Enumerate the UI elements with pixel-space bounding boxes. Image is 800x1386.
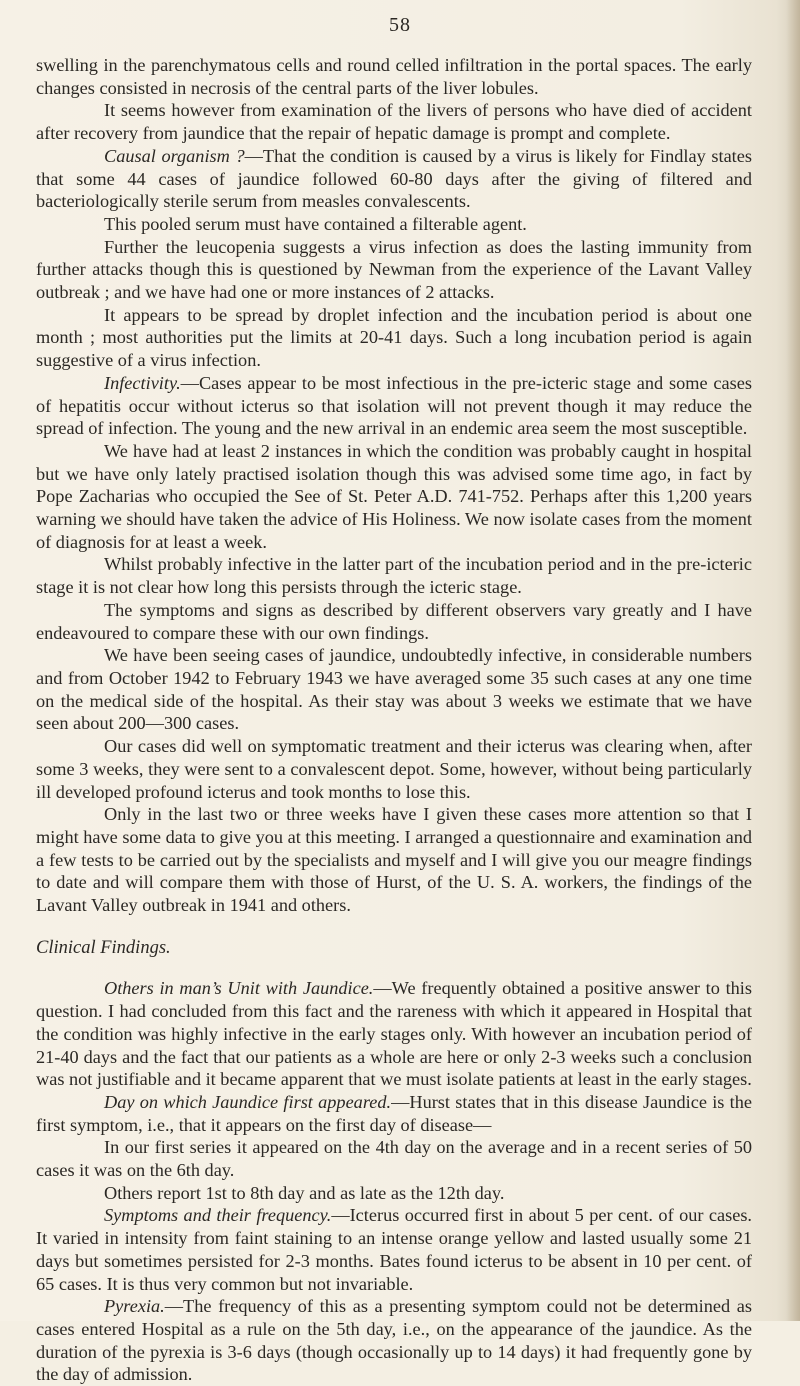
paragraph: Further the leucopenia suggests a virus infection as does the lasting immunity from further attacks though this is questioned by Newman from the experience of the Lavant Valley outbreak ; and we have had one or more instances of 2 attacks. [36, 236, 752, 303]
section-heading: Clinical Findings. [36, 937, 171, 958]
paragraph-lead: Symptoms and their frequency. [104, 1205, 332, 1226]
paragraph: Pyrexia.—The frequency of this as a presenting symptom could not be determined as cases entered Hospital as a rule on the 5th day, i.e., on the appearance of the jaundice. As the duration of the pyrexia is 3-6 days (though occasionally up to 14 days) it had frequently gone by the day of admission. [36, 1296, 752, 1385]
paragraph-lead: Day on which Jaundice first appeared. [104, 1091, 392, 1112]
paragraph: Causal organism ?—That the condition is caused by a virus is likely for Findlay states that some 44 cases of jaundice followed 60-80 days after the giving of filtered and bacteriologically sterile serum from measles convalescents. [36, 145, 752, 212]
paragraph: swelling in the parenchymatous cells and round celled infiltration in the portal spaces. The early changes consisted in necrosis of the central parts of the liver lobules. [36, 55, 752, 98]
paragraph: We have had at least 2 instances in which the condition was probably caught in hospital but we have only lately practised isolation though this was advised some time ago, in fact by Pope Zacharias who occupied the See of St. Peter A.D. 741-752. Perhaps after this 1,200 years warning we should have taken the advice of His Holiness. We now isolate cases from the moment of diagnosis for at least a week. [36, 440, 752, 552]
paragraph: Others report 1st to 8th day and as late as the 12th day. [104, 1182, 505, 1203]
paragraph-lead: Infectivity. [104, 372, 181, 393]
paragraph: In our first series it appeared on the 4th day on the average and in a recent series of 50 cases it was on the 6th day. [36, 1137, 752, 1181]
paragraph: We have been seeing cases of jaundice, undoubtedly infective, in considerable numbers and from October 1942 to February 1943 we have averaged some 35 such cases at any one time on the medical side of the hospital. As their stay was about 3 weeks we estimate that we have seen about 200—300 cases. [36, 645, 752, 734]
paragraph-lead: Causal organism ? [104, 145, 245, 166]
paragraph-lead: Pyrexia. [104, 1296, 165, 1317]
paragraph: Infectivity.—Cases appear to be most infectious in the pre-icteric stage and some cases of hepatitis occur without icterus so that isolation will not prevent though it may reduce the spread of infection. The young and the new arrival in an endemic area seem the most susceptible. [36, 372, 752, 439]
paragraph: The symptoms and signs as described by different observers vary greatly and I have endeavoured to compare these with our own findings. [36, 599, 752, 643]
paragraph-lead: Others in man’s Unit with Jaundice. [104, 978, 374, 999]
paragraph: Our cases did well on symptomatic treatment and their icterus was clearing when, after some 3 weeks, they were sent to a convalescent depot. Some, however, without being particularly ill developed profound icterus and took months to lose this. [36, 736, 752, 802]
paragraph: This pooled serum must have contained a filterable agent. [104, 213, 527, 234]
paragraph: It appears to be spread by droplet infection and the incubation period is about one month ; most authorities put the limits at 20-41 days. Such a long incubation period is again suggestive of a virus infection. [36, 304, 752, 371]
page-number: 58 [389, 14, 411, 36]
paragraph: Symptoms and their frequency.—Icterus occurred first in about 5 per cent. of our cases. It varied in intensity from faint staining to an intense orange yellow and lasted usually some 21 days but sometimes persisted for 2-3 months. Bates found icterus to be absent in 10 per cent. of 65 cases. It is thus very common but not invariable. [36, 1205, 753, 1294]
body-text [36, 54, 752, 1386]
paragraph: It seems however from examination of the livers of persons who have died of accident after recovery from jaundice that the repair of hepatic damage is prompt and complete. [36, 100, 752, 144]
paragraph: Whilst probably infective in the latter part of the incubation period and in the pre-icteric stage it is not clear how long this persists through the icteric stage. [36, 554, 752, 598]
paragraph: Day on which Jaundice first appeared.—Hurst states that in this disease Jaundice is the first symptom, i.e., that it appears on the first day of disease— [36, 1091, 752, 1135]
page-edge-shadow [786, 0, 800, 1321]
paragraph: Others in man’s Unit with Jaundice.—We frequently obtained a positive answer to this question. I had concluded from this fact and the rareness with which it appeared in Hospital that the condition was highly infective in the early stages only. With however an incubation period of 21-40 days and the fact that our patients as a whole are here or only 2-3 weeks such a conclusion was not justifiable and it became apparent that we must isolate patients at least in the early stages. [36, 978, 752, 1090]
paragraph: Only in the last two or three weeks have I given these cases more attention so that I might have some data to give you at this meeting. I arranged a questionnaire and examination and a few tests to be carried out by the specialists and myself and I will give you our meagre findings to date and will compare them with those of Hurst, of the U. S. A. workers, the findings of the Lavant Valley outbreak in 1941 and others. [36, 804, 752, 916]
